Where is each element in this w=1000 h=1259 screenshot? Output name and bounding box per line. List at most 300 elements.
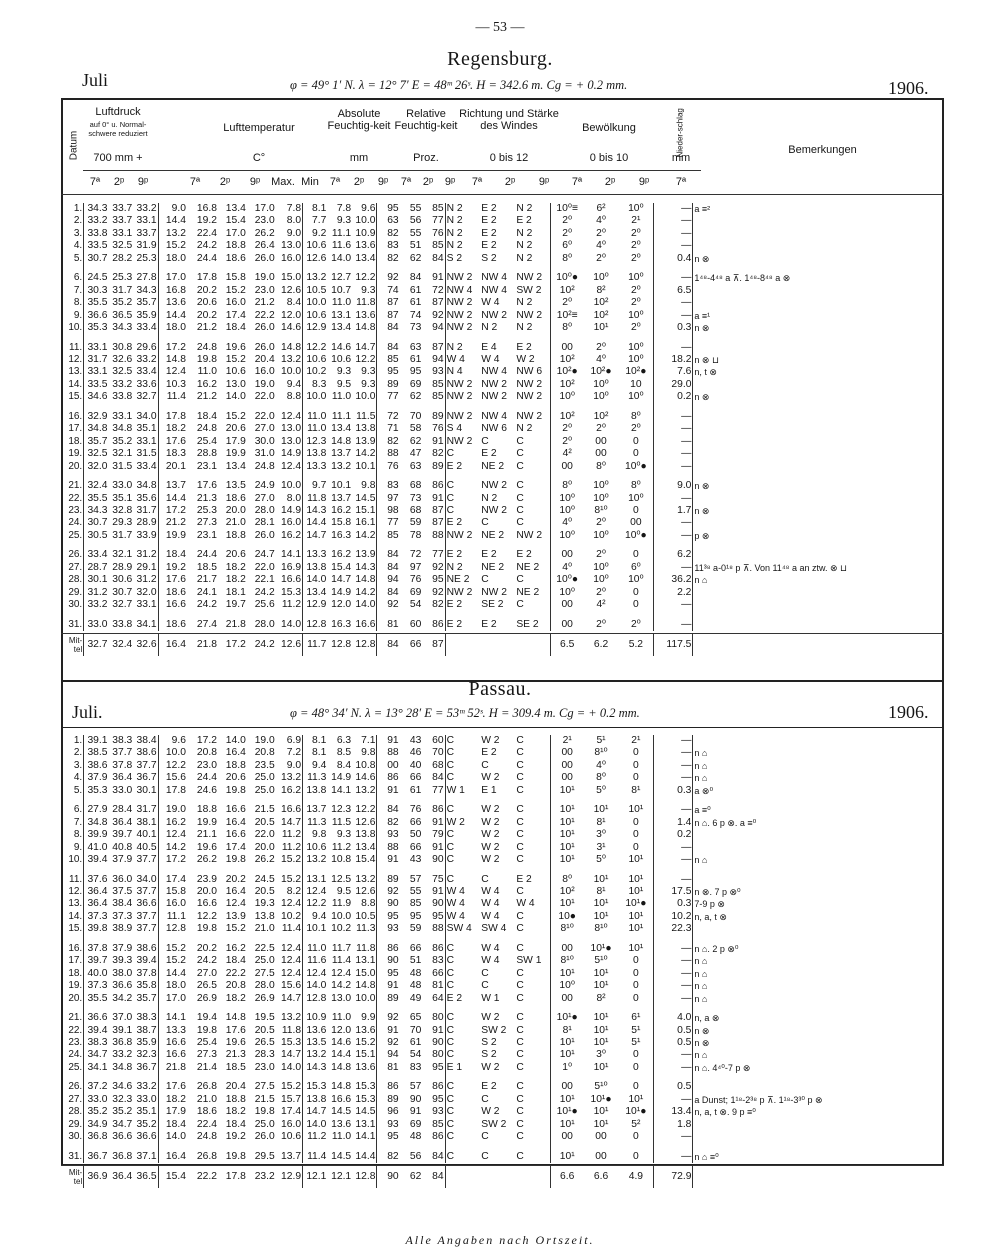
cell-rem xyxy=(693,587,944,599)
gap-cell xyxy=(327,867,352,874)
cell-w9: C xyxy=(515,1094,550,1106)
cell-b9: 10¹● xyxy=(619,1106,654,1118)
cell-t2: 24.8 xyxy=(196,1131,217,1143)
cell-a7: 8.3 xyxy=(312,378,327,390)
cell-a2: 12.1 xyxy=(331,1171,352,1183)
cell-r9: 90 xyxy=(422,854,445,866)
cell-t7: 15.6 xyxy=(165,772,186,784)
cell-tmax: 26.0 xyxy=(254,1131,275,1143)
gap-cell xyxy=(109,265,134,272)
cell-p9: 36.5 xyxy=(133,1166,158,1189)
cell-w9: C xyxy=(515,505,550,517)
gap-cell xyxy=(303,612,328,619)
cell-b2: 8¹ xyxy=(596,885,606,897)
cell-nied: — xyxy=(654,436,693,448)
cell-w7: N 2 xyxy=(446,240,463,252)
cell-w7: NW 2 xyxy=(446,272,473,284)
cell-p7: 39.9 xyxy=(87,829,108,841)
cell-rem: n ⌂ xyxy=(694,760,708,771)
cell-w7: C xyxy=(446,1024,455,1036)
cell-t7: 14.1 xyxy=(165,1012,186,1024)
cell-a7: 13.8 xyxy=(306,448,327,460)
cell-r7: 97 xyxy=(387,492,399,504)
gap-cell xyxy=(218,473,247,480)
table-row xyxy=(61,562,944,574)
gap-cell xyxy=(515,1144,550,1151)
cell-p7: 39.4 xyxy=(87,854,108,866)
cell-r9: 86 xyxy=(422,1131,445,1143)
cell-a7: 11.2 xyxy=(307,1131,327,1143)
cell-a2: 10.1 xyxy=(331,480,352,492)
month-regensburg: Juli xyxy=(82,70,109,90)
cell-p2: 32.8 xyxy=(112,504,133,516)
cell-rem xyxy=(693,285,944,297)
cell-b2: 00 xyxy=(595,1150,607,1162)
gap-cell xyxy=(583,335,618,342)
gap-cell xyxy=(109,936,134,943)
cell-tmax: 28.0 xyxy=(254,618,275,630)
cell-r9: 91 xyxy=(422,817,445,829)
cell-p9: 33.0 xyxy=(133,1094,158,1106)
cell-day: 23. xyxy=(61,505,84,517)
h-t7-b: 7ª xyxy=(571,176,583,188)
gap-cell xyxy=(422,1144,445,1151)
cell-p7: 33.5 xyxy=(87,240,108,252)
gap-cell xyxy=(303,1074,328,1081)
table-row xyxy=(61,240,944,252)
cell-rem: n ⊗ xyxy=(694,392,710,403)
cell-t2: 25.4 xyxy=(196,435,217,447)
gap-cell xyxy=(583,867,618,874)
cell-w9: C xyxy=(515,804,550,816)
cell-b7: 10²● xyxy=(556,366,578,378)
cell-r2: 60 xyxy=(409,618,422,630)
gap-cell xyxy=(158,265,187,272)
cell-a9: 15.0 xyxy=(352,968,377,980)
cell-day: 29. xyxy=(61,1119,84,1131)
cell-w9: C xyxy=(515,1012,550,1024)
cell-w2 xyxy=(480,1166,515,1189)
cell-t2: 17.8 xyxy=(196,272,217,284)
cell-rem: n ⌂ xyxy=(694,968,708,979)
gap-cell xyxy=(247,265,276,272)
cell-p9: 34.0 xyxy=(133,411,158,423)
cell-w7: NW 2 xyxy=(446,322,473,334)
gap-cell xyxy=(247,1144,276,1151)
cell-w7: E 2 xyxy=(446,618,463,630)
cell-p7: 34.6 xyxy=(87,391,108,403)
gap-cell xyxy=(400,265,423,272)
cell-r9: 86 xyxy=(422,1081,445,1093)
cell-rem xyxy=(693,599,944,611)
cell-t7: 18.6 xyxy=(165,618,186,630)
cell-a9: 14.1 xyxy=(352,1131,377,1143)
cell-day: 4. xyxy=(61,772,84,784)
cell-r2: 54 xyxy=(409,599,422,611)
cell-w2: S 2 xyxy=(481,252,497,264)
cell-nied: — xyxy=(654,772,693,784)
gap-cell xyxy=(276,335,303,342)
cell-b7: 10¹ xyxy=(559,804,575,816)
cell-r7: 84 xyxy=(387,804,399,816)
cell-b9: 0 xyxy=(619,587,654,599)
cell-day: 3. xyxy=(61,228,84,240)
cell-t9: 21.3 xyxy=(225,1049,246,1061)
cell-t9: 18.4 xyxy=(225,1118,246,1130)
gap-cell xyxy=(61,612,84,619)
cell-nied: 18.2 xyxy=(654,354,693,366)
cell-r2: 49 xyxy=(409,992,422,1004)
cell-b2: 4⁰ xyxy=(596,759,606,771)
table-row xyxy=(61,980,944,992)
cell-a2: 16.3 xyxy=(331,529,352,541)
cell-tmax: 30.0 xyxy=(254,435,275,447)
gap-cell xyxy=(400,335,423,342)
cell-b2: 4⁰ xyxy=(596,215,606,227)
cell-r9: 87 xyxy=(422,517,445,529)
cell-p2: 32.3 xyxy=(112,1093,133,1105)
cell-w7: C xyxy=(446,1150,455,1162)
cell-r2: 51 xyxy=(409,955,422,967)
cell-a9: 15.3 xyxy=(352,1094,377,1106)
cell-r2: 62 xyxy=(409,435,422,447)
cell-tmin: 12.4 xyxy=(276,955,303,967)
cell-rem: 11³⁸ a-0¹⁸ p ⊼. Von 11⁴⁸ a an ztw. ⊗ ⊔ xyxy=(694,562,848,573)
cell-nied: 7.6 xyxy=(654,366,693,378)
cell-b2: 6.2 xyxy=(593,639,609,651)
cell-b7: 00 xyxy=(561,599,573,611)
cell-p9: 33.6 xyxy=(133,379,158,391)
gap-cell xyxy=(84,473,109,480)
cell-w7: C xyxy=(446,735,455,746)
cell-w7: E 2 xyxy=(446,992,463,1004)
cell-b2: 10⁰ xyxy=(593,378,609,390)
cell-rem: n ⌂ xyxy=(694,773,708,784)
h-t2-a: 2ᵖ xyxy=(353,176,365,188)
h-t7-w: 7ª xyxy=(471,176,483,188)
cell-w7: S 4 xyxy=(446,423,463,435)
cell-r2: 66 xyxy=(409,639,422,651)
cell-p9: 31.5 xyxy=(133,448,158,460)
cell-p7: 30.7 xyxy=(87,252,108,264)
cell-tmin: 12.4 xyxy=(276,461,303,473)
gap-cell xyxy=(158,542,187,549)
table-row xyxy=(61,760,944,772)
cell-w7 xyxy=(445,634,480,657)
cell-tmin: 6.9 xyxy=(276,735,303,747)
cell-a2: 11.7 xyxy=(331,942,352,954)
cell-w2: W 2 xyxy=(481,1106,500,1118)
cell-a7: 9.4 xyxy=(312,910,327,922)
cell-r9: 80 xyxy=(422,1012,445,1024)
cell-w2: E 2 xyxy=(481,549,497,561)
cell-t9: 17.4 xyxy=(225,309,246,321)
cell-b7: 8⁰ xyxy=(562,873,573,885)
header-bottom-rule xyxy=(61,194,944,195)
cell-r9: 84 xyxy=(422,772,445,784)
cell-nied: — xyxy=(654,854,693,866)
cell-a7: 14.0 xyxy=(306,574,327,586)
cell-r2: 66 xyxy=(409,772,422,784)
cell-p7: 35.5 xyxy=(87,492,108,504)
cell-b9: 10⁰● xyxy=(619,461,654,473)
gap-cell xyxy=(247,612,276,619)
cell-p2: 37.9 xyxy=(112,854,133,866)
cell-tmin: 16.6 xyxy=(276,574,303,586)
cell-w7: C xyxy=(446,942,455,954)
cell-w2: C xyxy=(481,517,489,529)
header-luftdruck-note: auf 0° u. Normal-schwere reduziert xyxy=(88,120,148,138)
cell-t7: 16.4 xyxy=(165,639,186,651)
cell-b9: 10¹ xyxy=(619,911,654,923)
cell-w7 xyxy=(445,1166,480,1189)
cell-tmax: 22.2 xyxy=(254,309,275,321)
gap-cell xyxy=(61,335,84,342)
cell-w7: N 2 xyxy=(446,561,463,573)
cell-t7: 10.3 xyxy=(165,378,186,390)
gap-cell xyxy=(550,542,583,549)
header-rule xyxy=(83,170,701,171)
cell-b2: 8¹⁰ xyxy=(594,504,608,516)
cell-t7: 21.2 xyxy=(165,517,186,529)
cell-t2: 20.8 xyxy=(196,747,217,759)
cell-a7: 11.0 xyxy=(307,423,327,435)
cell-nied: — xyxy=(654,530,693,542)
cell-p2: 39.3 xyxy=(112,955,133,967)
gap-cell xyxy=(445,1144,480,1151)
cell-t7: 14.4 xyxy=(165,215,186,227)
cell-b9: 5¹ xyxy=(619,1025,654,1037)
cell-a9: 9.3 xyxy=(352,285,377,297)
cell-p9: 34.8 xyxy=(133,480,158,492)
cell-b9: 2⁰ xyxy=(619,240,654,252)
cell-r7: 82 xyxy=(387,227,399,239)
cell-p2: 31.5 xyxy=(112,460,133,472)
cell-t7: 17.6 xyxy=(165,1081,186,1093)
cell-a7: 10.6 xyxy=(306,309,327,321)
cell-rem xyxy=(693,1119,944,1131)
cell-rem: n ⊗ xyxy=(694,1037,710,1048)
cell-rem xyxy=(693,1131,944,1143)
cell-r2: 40 xyxy=(409,759,422,771)
cell-nied: — xyxy=(654,599,693,611)
gap-cell xyxy=(654,797,693,804)
cell-tmin: 12.4 xyxy=(276,968,303,980)
group-gap xyxy=(61,1005,944,1012)
gap-cell xyxy=(187,335,218,342)
cell-b7: 10¹ xyxy=(559,854,575,866)
cell-tmax: 19.0 xyxy=(254,272,275,284)
table-row xyxy=(61,505,944,517)
cell-nied: 0.2 xyxy=(654,391,693,403)
cell-rem: a ⊗⁰ xyxy=(694,785,714,796)
header-bemerkungen: Bemerkungen xyxy=(788,144,857,156)
gap-cell xyxy=(352,612,377,619)
cell-w9: C xyxy=(515,735,550,747)
cell-w7: W 4 xyxy=(446,910,465,922)
cell-w7: C xyxy=(446,1036,455,1048)
cell-p2: 37.0 xyxy=(112,1012,133,1024)
gap-cell xyxy=(84,612,109,619)
gap-cell xyxy=(109,1144,134,1151)
cell-b2: 10¹ xyxy=(593,980,609,992)
cell-day: 18. xyxy=(61,436,84,448)
cell-p2: 29.3 xyxy=(112,517,133,529)
cell-r9: 89 xyxy=(422,411,445,423)
cell-p9: 34.3 xyxy=(133,285,158,297)
gap-cell xyxy=(515,1074,550,1081)
cell-w2: NE 2 xyxy=(481,460,505,472)
cell-tmin: 15.7 xyxy=(276,1094,303,1106)
cell-tmin: 14.1 xyxy=(276,549,303,561)
cell-t2: 19.8 xyxy=(196,353,217,365)
cell-w2: C xyxy=(481,1131,489,1143)
cell-p2: 37.5 xyxy=(112,885,133,897)
cell-r7: 90 xyxy=(387,1171,399,1183)
cell-nied: — xyxy=(654,943,693,955)
gap-cell xyxy=(583,473,618,480)
cell-b7: 10⁰● xyxy=(556,574,579,586)
cell-a9: 10.5 xyxy=(352,911,377,923)
cell-p2: 38.4 xyxy=(112,898,133,910)
cell-tmin: 13.7 xyxy=(276,1151,303,1163)
cell-day: 2. xyxy=(61,215,84,227)
cell-nied: — xyxy=(654,461,693,473)
cell-day: 26. xyxy=(61,549,84,561)
cell-nied: 1.4 xyxy=(654,817,693,829)
gap-cell xyxy=(247,404,276,411)
cell-w9: C xyxy=(515,923,550,935)
cell-a9: 14.8 xyxy=(352,574,377,586)
cell-nied: — xyxy=(654,1151,693,1163)
cell-tmax: 31.0 xyxy=(254,448,275,460)
cell-day: 23. xyxy=(61,1037,84,1049)
cell-nied: 0.3 xyxy=(654,322,693,334)
cell-tmin: 17.4 xyxy=(276,1106,303,1118)
cell-p2: 33.7 xyxy=(112,203,133,214)
cell-b7: 6.6 xyxy=(560,1171,575,1183)
cell-r2: 69 xyxy=(409,586,422,598)
cell-nied: 4.0 xyxy=(654,1012,693,1024)
mean-row xyxy=(61,1166,944,1189)
gap-cell xyxy=(515,265,550,272)
cell-b9: 0 xyxy=(619,549,654,561)
gap-cell xyxy=(480,265,515,272)
gap-cell xyxy=(109,542,134,549)
gap-cell xyxy=(327,1074,352,1081)
cell-day: 17. xyxy=(61,955,84,967)
cell-t9: 16.4 xyxy=(225,747,246,759)
cell-rem xyxy=(693,874,944,886)
cell-b2: 4² xyxy=(596,599,606,611)
cell-r7: 90 xyxy=(387,898,399,910)
cell-r7: 83 xyxy=(387,240,399,252)
cell-t2: 22.4 xyxy=(196,1118,217,1130)
cell-p2: 34.7 xyxy=(112,1118,133,1130)
gap-cell xyxy=(654,335,693,342)
cell-a9: 14.7 xyxy=(352,342,377,354)
cell-rem xyxy=(693,240,944,252)
cell-b9: 0 xyxy=(619,1049,654,1061)
cell-p2: 32.6 xyxy=(112,353,133,365)
cell-r9: 87 xyxy=(422,297,445,309)
cell-a9: 12.8 xyxy=(352,634,377,657)
gap-cell xyxy=(480,936,515,943)
cell-nied: — xyxy=(654,562,693,574)
gap-cell xyxy=(515,335,550,342)
cell-b7: 10² xyxy=(559,353,575,365)
cell-r9: 60 xyxy=(422,735,445,747)
cell-b7: 4² xyxy=(562,448,572,460)
cell-p9: 35.2 xyxy=(133,1119,158,1131)
table-row xyxy=(61,1012,944,1024)
cell-a9: 15.2 xyxy=(352,1037,377,1049)
cell-tmax: 19.3 xyxy=(254,898,275,910)
cell-r7: 92 xyxy=(387,1012,399,1024)
cell-a2: 14.9 xyxy=(331,586,352,598)
gap-cell xyxy=(619,335,654,342)
cell-t2: 26.5 xyxy=(196,980,217,992)
cell-a7: 13.4 xyxy=(306,586,327,598)
cell-r2: 59 xyxy=(409,517,422,529)
cell-a9: 12.6 xyxy=(352,817,377,829)
cell-t2: 24.4 xyxy=(196,772,217,784)
cell-r2: 95 xyxy=(409,366,422,378)
header-luftdruck: Luftdruck xyxy=(95,106,141,118)
h-t9-a: 9ᵖ xyxy=(377,176,389,188)
cell-w9: N 2 xyxy=(515,228,550,240)
cell-t7: 15.2 xyxy=(165,240,186,252)
gap-cell xyxy=(422,265,445,272)
cell-a9: 13.4 xyxy=(352,842,377,854)
gap-cell xyxy=(445,542,480,549)
cell-b7: 2⁰ xyxy=(562,435,573,447)
cell-a9: 13.2 xyxy=(352,874,377,886)
cell-b2: 10⁰ xyxy=(593,272,609,284)
group-gap xyxy=(61,265,944,272)
cell-r7: 93 xyxy=(387,1118,399,1130)
cell-r9: 86 xyxy=(422,480,445,492)
cell-r2: 85 xyxy=(409,898,422,910)
cell-a2: 16.2 xyxy=(331,504,352,516)
cell-p2: 28.4 xyxy=(112,804,133,816)
cell-p7: 27.9 xyxy=(87,804,108,816)
cell-p9: 28.9 xyxy=(133,517,158,529)
cell-b2: 10¹● xyxy=(590,1093,612,1105)
cell-t7: 19.2 xyxy=(165,561,186,573)
gap-cell xyxy=(61,404,84,411)
cell-r2: 48 xyxy=(409,1131,422,1143)
cell-w9: C xyxy=(515,886,550,898)
cell-a2: 14.1 xyxy=(331,784,352,796)
cell-day: 16. xyxy=(61,943,84,955)
cell-tmin: 12.6 xyxy=(276,634,303,657)
cell-b7: 8⁰ xyxy=(562,252,573,264)
cell-day: 24. xyxy=(61,517,84,529)
cell-r2: 56 xyxy=(409,215,422,227)
cell-b7: 00 xyxy=(561,549,573,561)
cell-tmin: 14.0 xyxy=(276,619,303,631)
data-table-regensburg xyxy=(61,203,944,656)
gap-cell xyxy=(327,265,352,272)
cell-a2: 16.3 xyxy=(331,618,352,630)
cell-tmax: 26.0 xyxy=(254,341,275,353)
cell-day: 30. xyxy=(61,599,84,611)
cell-b9: 0 xyxy=(619,968,654,980)
cell-a9: 16.1 xyxy=(352,517,377,529)
cell-p7: 35.7 xyxy=(87,435,108,447)
cell-b2: 10⁰ xyxy=(593,561,609,573)
